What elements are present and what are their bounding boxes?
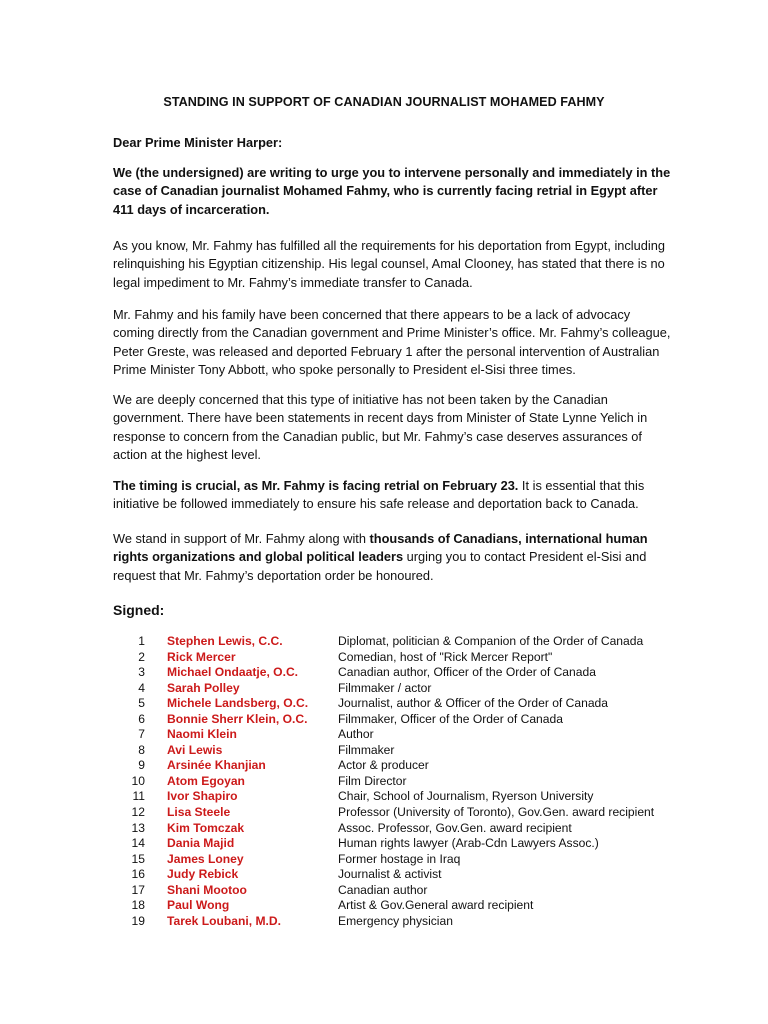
signatory-name: Stephen Lewis, C.C. (167, 634, 283, 648)
timing-emphasis: The timing is crucial, as Mr. Fahmy is facing retrial on February 23. (113, 478, 519, 493)
signatory-row (113, 758, 713, 774)
signatory-row (113, 836, 713, 852)
signatory-role: Emergency physician (338, 913, 453, 928)
signatory-row (113, 898, 713, 914)
signatory-row (113, 681, 713, 697)
signatory-name: Tarek Loubani, M.D. (167, 913, 282, 928)
paragraph-timing (113, 477, 673, 514)
support-emphasis: thousands of Canadians, international human rights organizations and global political leaders (113, 531, 648, 565)
signatory-role: Professor (University of Toronto), Gov.Gen. award recipient (338, 805, 655, 820)
signatory-row (113, 665, 713, 681)
paragraph-deportation-requirements: As you know, Mr. Fahmy has fulfilled all the requirements for his deportation from Egypt, including relinquishing his Egyptian citizenship. His legal counsel, Amal Clooney, has stated that there is no legal impediment to Mr. Fahmy’s immediate transfer to Canada. (113, 238, 665, 290)
signatory-name: Atom Egoyan (167, 773, 245, 788)
salutation: Dear Prime Minister Harper: (113, 135, 283, 150)
signatory-role: Diplomat, politician & Companion of the Order of Canada (338, 634, 644, 648)
signatory-row (113, 867, 713, 883)
signatory-name: Avi Lewis (167, 742, 223, 757)
signatory-number: 12 (131, 805, 145, 820)
signatory-name: Rick Mercer (167, 649, 236, 664)
signatory-number: 1 (138, 634, 145, 648)
signatory-number: 16 (131, 867, 145, 882)
signatory-name: Judy Rebick (167, 867, 239, 882)
signatory-name: Dania Majid (167, 836, 235, 851)
signatory-number: 4 (138, 680, 145, 695)
signatory-name: Kim Tomczak (167, 820, 245, 835)
signatory-number: 9 (138, 758, 145, 773)
signatory-role: Filmmaker, Officer of the Order of Canada (338, 711, 563, 726)
signatory-number: 6 (138, 711, 145, 726)
paragraph-advocacy-concern: Mr. Fahmy and his family have been concerned that there appears to be a lack of advocacy coming directly from the Canadian government and Prime Minister’s office. Mr. Fahmy’s colleague, Peter Greste, was released and deported February 1 after the personal intervention of Australian Prime Minister Tony Abbott, who spoke personally to President el-Sisi three times. (113, 307, 671, 378)
signatory-role: Journalist & activist (338, 867, 442, 882)
signatory-name: Lisa Steele (167, 805, 231, 820)
signatory-number: 17 (131, 882, 145, 897)
signatory-name: Shani Mootoo (167, 882, 247, 897)
signatory-number: 3 (138, 665, 145, 680)
signatory-number: 5 (138, 696, 145, 711)
support-part-c: urging you to contact President el-Sisi and request that Mr. Fahmy’s deportation order be honoured. (113, 549, 647, 583)
signatory-name: Ivor Shapiro (167, 789, 238, 804)
signatory-role: Actor & producer (338, 758, 429, 773)
signatory-name: Bonnie Sherr Klein, O.C. (167, 711, 308, 726)
signatory-number: 13 (131, 820, 145, 835)
signatory-role: Chair, School of Journalism, Ryerson University (338, 789, 594, 804)
signatory-row (113, 852, 713, 868)
signatory-row (113, 743, 713, 759)
signatory-row (113, 821, 713, 837)
signatory-role: Film Director (338, 773, 407, 788)
signatory-role: Filmmaker / actor (338, 680, 432, 695)
signed-label: Signed: (113, 602, 165, 618)
signatory-role: Artist & Gov.General award recipient (338, 898, 534, 913)
signatory-name: Naomi Klein (167, 727, 237, 742)
signatory-role: Filmmaker (338, 742, 395, 757)
signatory-role: Former hostage in Iraq (338, 851, 461, 866)
signatory-name: Paul Wong (167, 898, 230, 913)
signatory-row (113, 789, 713, 805)
signatory-name: Michele Landsberg, O.C. (167, 696, 309, 711)
signatory-row (113, 634, 713, 650)
signatory-number: 10 (131, 773, 145, 788)
signatories-list (113, 634, 713, 929)
signatory-row (113, 696, 713, 712)
signatory-row (113, 727, 713, 743)
timing-rest: It is essential that this initiative be followed immediately to ensure his safe release and deportation back to Canada. (113, 478, 645, 512)
signatory-number: 18 (131, 898, 145, 913)
paragraph-intro: We (the undersigned) are writing to urge you to intervene personally and immediately in the case of Canadian journalist Mohamed Fahmy, who is currently facing retrial in Egypt after 411 days of incarceration. (113, 165, 671, 217)
signatory-name: Arsinée Khanjian (167, 758, 266, 773)
signatory-role: Canadian author, Officer of the Order of Canada (338, 665, 596, 680)
signatory-number: 15 (131, 851, 145, 866)
signatory-row (113, 650, 713, 666)
signatory-role: Journalist, author & Officer of the Order of Canada (338, 696, 609, 711)
signatory-role: Canadian author (338, 882, 428, 897)
signatory-role: Comedian, host of "Rick Mercer Report" (338, 649, 553, 664)
support-part-a: We stand in support of Mr. Fahmy along with (113, 531, 370, 546)
signatory-number: 19 (131, 913, 145, 928)
paragraph-support (113, 530, 673, 585)
signatory-role: Assoc. Professor, Gov.Gen. award recipient (338, 820, 572, 835)
signatory-number: 2 (138, 649, 145, 664)
signatory-row (113, 774, 713, 790)
document-title: STANDING IN SUPPORT OF CANADIAN JOURNALIST MOHAMED FAHMY (163, 95, 605, 109)
signatory-role: Author (338, 727, 374, 742)
signatory-row (113, 914, 713, 930)
signatory-row (113, 712, 713, 728)
signatory-name: Michael Ondaatje, O.C. (167, 665, 299, 680)
signatory-role: Human rights lawyer (Arab-Cdn Lawyers Assoc.) (338, 836, 599, 851)
signatory-number: 14 (131, 836, 145, 851)
signatory-name: James Loney (167, 851, 244, 866)
signatory-row (113, 805, 713, 821)
signatory-row (113, 883, 713, 899)
paragraph-government-initiative: We are deeply concerned that this type of initiative has not been taken by the Canadian government. There have been statements in recent days from Minister of State Lynne Yelich in response to concern from the Canadian public, but Mr. Fahmy’s case deserves assurances of action at the highest level. (113, 392, 648, 463)
signatory-number: 8 (138, 742, 145, 757)
signatory-number: 7 (138, 727, 145, 742)
signatory-name: Sarah Polley (167, 680, 240, 695)
signatory-number: 11 (132, 789, 145, 804)
